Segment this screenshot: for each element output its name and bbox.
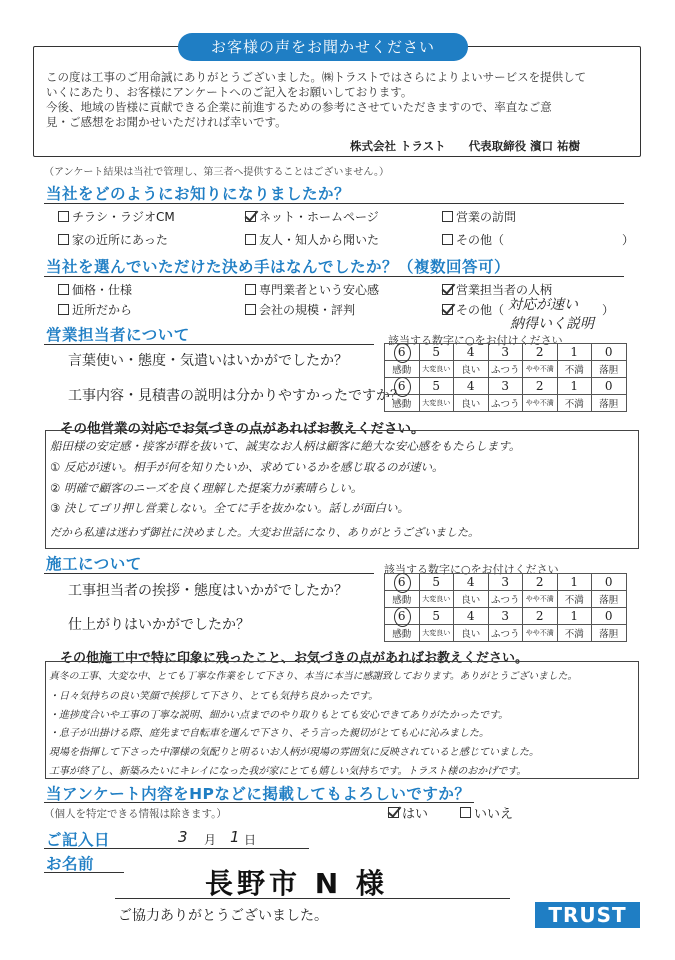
q2-option[interactable]: 価格・仕様 [58,281,132,298]
sales-question: 工事内容・見積書の説明は分かりやすかったですか？ [68,388,404,404]
divider [44,872,124,873]
divider [44,344,374,345]
rating-label: やや不満 [523,395,558,412]
rating-4[interactable]: 4 [454,574,489,591]
privacy-note: （アンケート結果は当社で管理し、第三者へ提供することはございません。） [44,167,389,178]
divider [44,203,624,204]
q1-option[interactable]: その他（ [442,231,504,248]
checkbox[interactable] [388,807,399,818]
trust-logo: TRUST [535,902,640,928]
rating-label: 良い [454,361,489,378]
checkbox[interactable] [245,284,256,295]
rating-6[interactable]: 6 [385,344,420,361]
rating-label: やや不満 [523,361,558,378]
rating-2[interactable]: 2 [523,608,558,625]
rating-5[interactable]: 5 [419,378,454,395]
rating-label: ふつう [488,395,523,412]
rating-label: 感動 [385,395,420,412]
rating-2[interactable]: 2 [523,378,558,395]
rating-label: 不満 [557,361,592,378]
page-title: お客様の声をお聞かせください [178,33,468,61]
checkbox[interactable] [245,304,256,315]
comment-line: ① 反応が速い。相手が何を知りたいか、求めているかを感じ取るのが速い。 [50,460,444,474]
rating-label: 大変良い [419,395,454,412]
rating-1[interactable]: 1 [557,608,592,625]
rating-1[interactable]: 1 [557,574,592,591]
sales-rating-grid [384,343,627,412]
rating-label: ふつう [488,361,523,378]
rating-3[interactable]: 3 [488,344,523,361]
rating-3[interactable]: 3 [488,574,523,591]
checkbox[interactable] [58,234,69,245]
rating-label: 感動 [385,361,420,378]
rating-6[interactable]: 6 [385,608,420,625]
q1-option[interactable]: ネット・ホームページ [245,208,379,225]
rating-2[interactable]: 2 [523,574,558,591]
comment-line: だから私達は迷わず御社に決めました。大変お世話になり、ありがとうございました。 [50,526,479,539]
rating-label: 落胆 [592,625,627,642]
rating-0[interactable]: 0 [592,608,627,625]
rating-0[interactable]: 0 [592,378,627,395]
rating-label: 落胆 [592,361,627,378]
comment-line: 真冬の工事、大変な中、とても丁寧な作業をして下さり、本当に本当に感謝致しております。ありがとうございました。 [49,671,578,682]
customer-name[interactable]: 長野市 N 様 [205,867,388,900]
rating-5[interactable]: 5 [419,344,454,361]
q1-option[interactable]: 友人・知人から聞いた [245,231,379,248]
date-underline [44,848,309,849]
date-month-value[interactable]: 3 [178,828,188,846]
q1-option[interactable]: 家の近所にあった [58,231,168,248]
comment-line: ・進捗度合いや工事の丁寧な説明、細かい点までのやり取りもとても安心できてありがたかったです。 [49,710,509,721]
rating-4[interactable]: 4 [454,608,489,625]
q1-title: 当社をどのようにお知りになりましたか？ [46,185,351,203]
q2-option[interactable]: 会社の規模・評判 [245,301,355,318]
name-underline [115,898,510,899]
q2-option[interactable]: 専門業者という安心感 [245,281,379,298]
checkbox[interactable] [245,234,256,245]
date-label: ご記入日 [46,831,111,849]
checkbox[interactable] [58,211,69,222]
rating-label: ふつう [488,591,523,608]
signature: 株式会社 トラスト 代表取締役 濱口 祐樹 [350,139,581,153]
sales-comment-prompt: その他営業の対応でお気づきの点があればお教えください。 [60,421,425,437]
checkbox[interactable] [460,807,471,818]
rating-4[interactable]: 4 [454,344,489,361]
intro-line: この度は工事のご用命誠にありがとうございました。㈱トラストではさらによりよいサービスを提供して [46,70,587,84]
checkbox[interactable] [442,234,453,245]
rating-1[interactable]: 1 [557,378,592,395]
intro-line: 今後、地域の皆様に貢献できる企業に前進するための参考にさせていただきますので、率直なご意 [46,100,552,114]
rating-label: 良い [454,591,489,608]
checkbox[interactable] [442,211,453,222]
other-reason-handwritten: 納得いく説明 [510,316,594,332]
rating-6[interactable]: 6 [385,574,420,591]
rating-label: ふつう [488,625,523,642]
rating-label: 良い [454,625,489,642]
comment-line: ・日々気持ちの良い笑顔で挨拶して下さり、とても気持ち良かったです。 [49,691,379,702]
rating-1[interactable]: 1 [557,344,592,361]
construction-question: 仕上がりはいかがでしたか？ [68,617,250,633]
q2-option[interactable]: 近所だから [58,301,132,318]
intro-line: いくにあたり、お客様にアンケートへのご記入をお願いしております。 [46,85,413,99]
rating-0[interactable]: 0 [592,574,627,591]
q1-option[interactable]: チラシ・ラジオCM [58,208,175,225]
rating-label: 感動 [385,625,420,642]
publish-question: 当アンケート内容をHPなどに掲載してもよろしいですか？ [46,785,471,803]
rating-3[interactable]: 3 [488,378,523,395]
divider [44,573,374,574]
q2-option[interactable]: 営業担当者の人柄 [442,281,552,298]
intro-line: 見・ご感想をお聞かせいただければ幸いです。 [46,115,287,129]
construction-rating-grid [384,573,627,642]
rating-label: 大変良い [419,625,454,642]
date-day-value[interactable]: 1 [230,828,240,846]
rating-label: 感動 [385,591,420,608]
rating-label: やや不満 [523,591,558,608]
name-label: お名前 [46,855,95,873]
rating-label: 大変良い [419,591,454,608]
divider [44,276,624,277]
rating-label: 不満 [557,625,592,642]
publish-no-option[interactable]: いいえ [460,803,513,822]
rating-label: 大変良い [419,361,454,378]
checkbox[interactable] [58,304,69,315]
publish-yes-option[interactable]: はい [388,803,428,822]
rating-label: 落胆 [592,591,627,608]
comment-line: ③ 決してゴリ押し営業しない。全てに手を抜かない。話しが面白い。 [50,501,409,515]
comment-line: 工事が終了し、新築みたいにキレイになった我が家にとても嬉しい気持ちです。トラスト様のおかげです。 [49,766,527,777]
q1-option[interactable]: 営業の訪問 [442,208,516,225]
sales-question: 言葉使い・態度・気遣いはいかがでしたか？ [68,353,348,369]
comment-line: 船田様の安定感・接客が群を抜いて、誠実なお人柄は顧客に絶大な安心感をもたらします。 [50,439,521,453]
thanks-message: ご協力ありがとうございました。 [118,908,328,924]
q2-option[interactable]: その他（ [442,301,504,318]
construction-question: 工事担当者の挨拶・態度はいかがでしたか？ [68,583,348,599]
comment-line: ・息子が出掛ける際、庭先まで自転車を運んで下さり、そう言った親切がとても心に沁みました。 [49,728,489,739]
rating-5[interactable]: 5 [419,574,454,591]
rating-4[interactable]: 4 [454,378,489,395]
rating-label: 落胆 [592,395,627,412]
rating-0[interactable]: 0 [592,344,627,361]
rating-label: 不満 [557,395,592,412]
rating-label: 不満 [557,591,592,608]
rating-label: やや不満 [523,625,558,642]
rating-3[interactable]: 3 [488,608,523,625]
publish-note: （個人を特定できる情報は除きます。） [44,808,227,820]
other-reason-handwritten: 対応が速い [508,297,578,313]
date-month-unit: 月 [204,833,217,847]
rating-table [384,573,627,642]
date-day-unit: 日 [244,833,257,847]
rating-2[interactable]: 2 [523,344,558,361]
construction-title: 施工について [46,555,142,573]
comment-line: ② 明確で顧客のニーズを良く理解した提案力が素晴らしい。 [50,481,363,495]
sales-title: 営業担当者について [46,326,190,344]
checkbox[interactable] [245,211,256,222]
rating-6[interactable]: 6 [385,378,420,395]
construction-comment-prompt: その他施工中で特に印象に残ったこと、お気づきの点があればお教えください。 [60,651,529,666]
rating-label: 良い [454,395,489,412]
checkbox[interactable] [58,284,69,295]
rating-table [384,343,627,412]
rating-hint: 該当する数字に○をお付けください [384,563,559,576]
close-paren: ） [602,303,615,317]
q2-title: 当社を選んでいただけた決め手はなんでしたか？（複数回答可） [46,258,511,276]
checkbox[interactable] [442,284,453,295]
close-paren: ） [622,233,635,247]
rating-5[interactable]: 5 [419,608,454,625]
checkbox[interactable] [442,304,453,315]
rating-hint: 該当する数字に○をお付けください [388,334,563,347]
comment-line: 現場を指揮して下さった中澤様の気配りと明るいお人柄が現場の雰囲気に反映されていると感じていました。 [49,747,539,758]
